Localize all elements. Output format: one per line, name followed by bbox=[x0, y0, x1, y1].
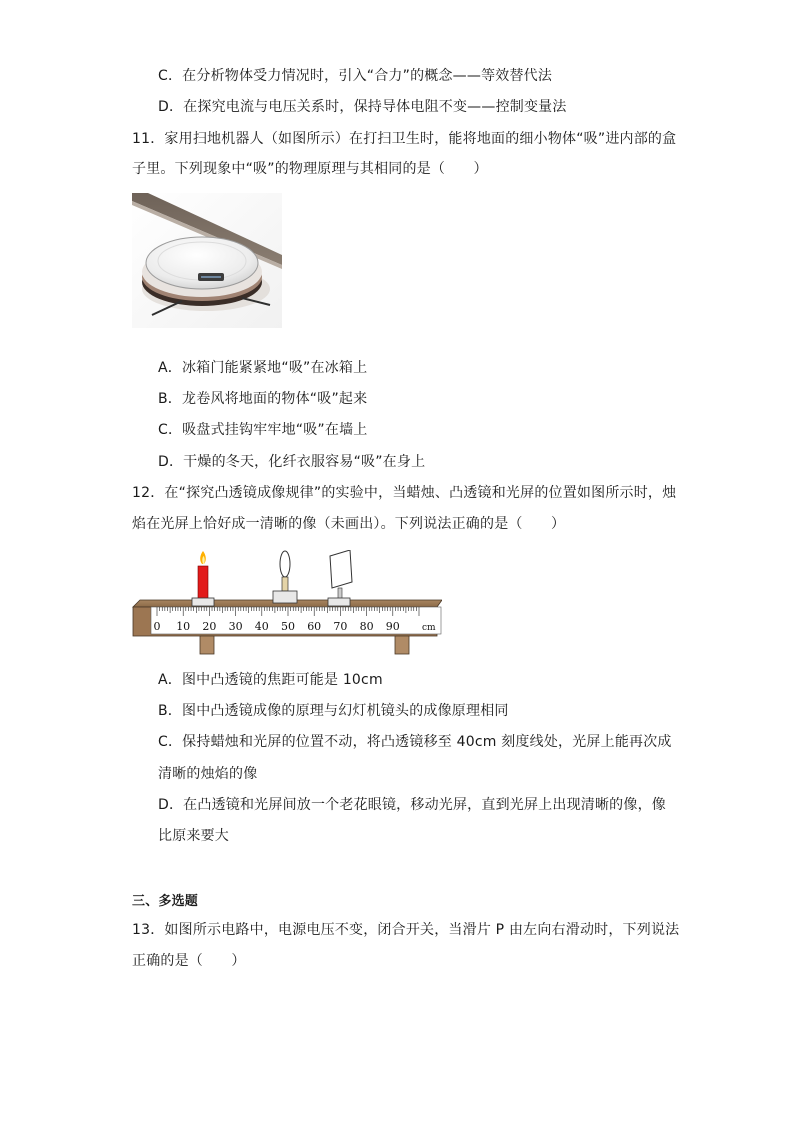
optical-bench-figure bbox=[130, 550, 442, 656]
ruler-tick-label: 50 bbox=[281, 620, 295, 633]
ruler-unit: cm bbox=[422, 623, 436, 633]
q12-stem-line2: 焰在光屏上恰好成一清晰的像（未画出）。下列说法正确的是（ ） bbox=[132, 516, 566, 532]
q11-option-b: B．龙卷风将地面的物体“吸”起来 bbox=[158, 391, 368, 407]
ruler-tick-label: 90 bbox=[385, 620, 400, 633]
q13-stem-line2: 正确的是（ ） bbox=[132, 953, 246, 969]
q12-option-c-line2: 清晰的烛焰的像 bbox=[158, 766, 258, 782]
q13-stem-line1: 13．如图所示电路中，电源电压不变，闭合开关，当滑片 P 由左向右滑动时，下列说法 bbox=[132, 922, 680, 938]
convex-lens bbox=[273, 551, 297, 603]
ruler-tick-label: 40 bbox=[254, 620, 269, 633]
q10-option-d: D．在探究电流与电压关系时，保持导体电阻不变——控制变量法 bbox=[158, 99, 567, 115]
q11-option-c: C．吸盘式挂钩牢牢地“吸”在墙上 bbox=[158, 422, 368, 438]
q12-stem-line1: 12．在“探究凸透镜成像规律”的实验中，当蜡烛、凸透镜和光屏的位置如图所示时，烛 bbox=[132, 485, 677, 501]
light-screen bbox=[328, 550, 352, 606]
q12-option-a: A．图中凸透镜的焦距可能是 10cm bbox=[158, 672, 383, 688]
q11-stem-line1: 11．家用扫地机器人（如图所示）在打扫卫生时，能将地面的细小物体“吸”进内部的盒 bbox=[132, 131, 677, 147]
q11-stem-line2: 子里。下列现象中“吸”的物理原理与其相同的是（ ） bbox=[132, 161, 488, 177]
q12-option-b: B．图中凸透镜成像的原理与幻灯机镜头的成像原理相同 bbox=[158, 703, 509, 719]
ruler-tick-label: 60 bbox=[307, 620, 322, 633]
ruler-tick-label: 30 bbox=[228, 620, 243, 633]
q11-option-d: D．干燥的冬天，化纤衣服容易“吸”在身上 bbox=[158, 454, 426, 470]
q12-option-c-line1: C．保持蜡烛和光屏的位置不动，将凸透镜移至 40cm 刻度线处，光屏上能再次成 bbox=[158, 734, 672, 750]
q12-option-d-line2: 比原来要大 bbox=[158, 828, 229, 844]
ruler-tick-label: 70 bbox=[333, 620, 348, 633]
ruler-tick-label: 10 bbox=[176, 620, 191, 633]
robot-vacuum-figure bbox=[132, 193, 282, 328]
q11-option-a: A．冰箱门能紧紧地“吸”在冰箱上 bbox=[158, 360, 368, 376]
q10-option-c: C．在分析物体受力情况时，引入“合力”的概念——等效替代法 bbox=[158, 68, 553, 84]
candle bbox=[192, 551, 214, 606]
ruler-tick-label: 20 bbox=[202, 620, 217, 633]
ruler-tick-label: 0 bbox=[153, 620, 161, 633]
section-title-multiple-choice: 三、多选题 bbox=[132, 894, 199, 909]
q12-option-d-line1: D．在凸透镜和光屏间放一个老花眼镜，移动光屏，直到光屏上出现清晰的像，像 bbox=[158, 797, 666, 813]
ruler-tick-label: 80 bbox=[359, 620, 374, 633]
